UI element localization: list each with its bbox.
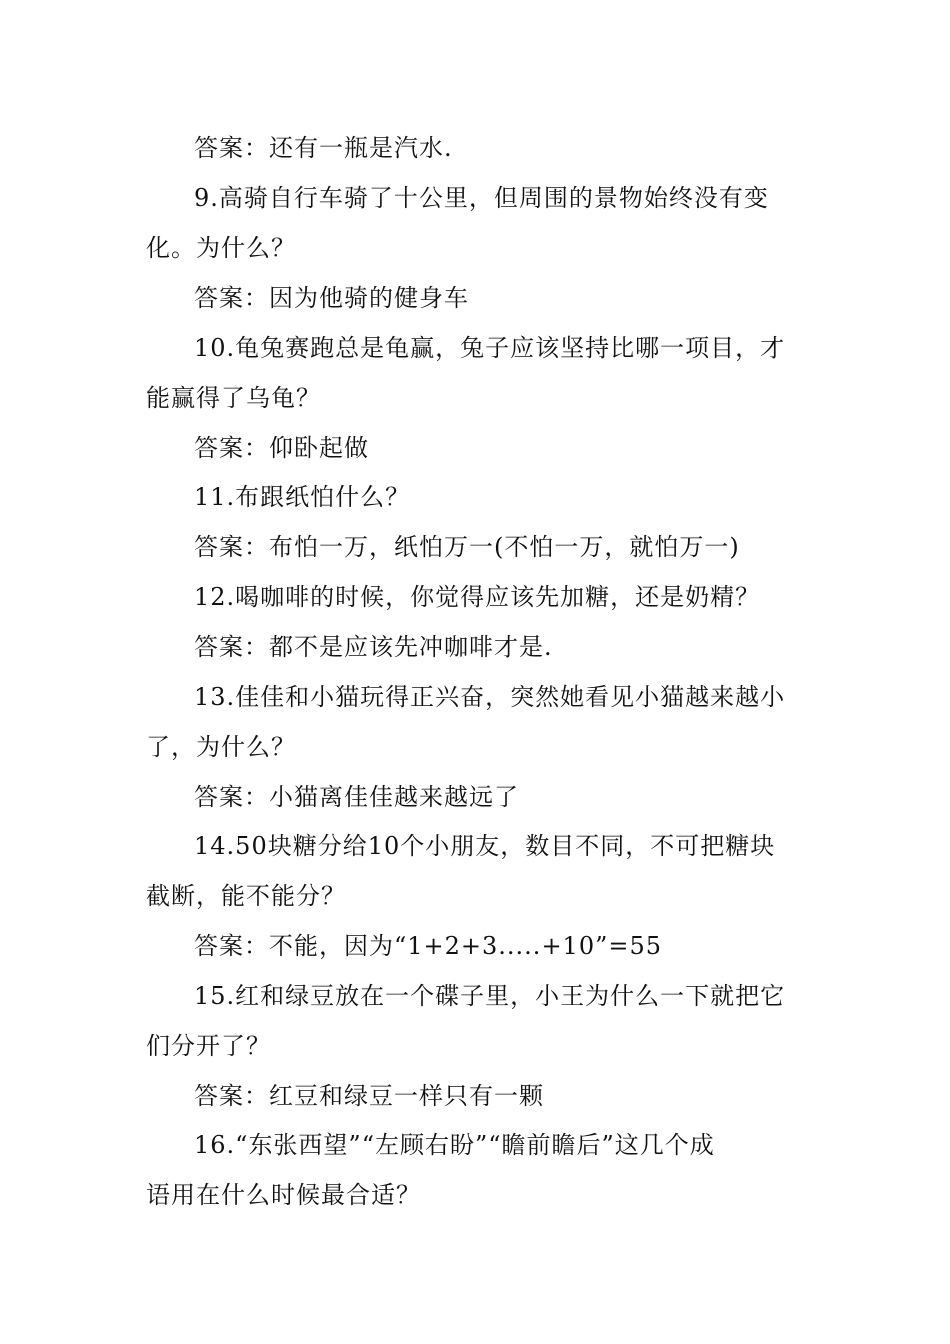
question-11: 11.布跟纸怕什么？ <box>194 483 411 511</box>
question-14-line-2: 截断，能不能分？ <box>146 882 346 910</box>
answer-15: 答案：红豆和绿豆一样只有一颗 <box>194 1082 544 1110</box>
question-15-line-2: 们分开了？ <box>146 1032 271 1060</box>
question-9-line-2: 化。为什么？ <box>146 234 296 262</box>
answer-12: 答案：都不是应该先冲咖啡才是. <box>194 633 553 661</box>
question-9-line-1: 9.高骑自行车骑了十公里，但周围的景物始终没有变 <box>194 184 769 212</box>
question-12: 12.喝咖啡的时候，你觉得应该先加糖，还是奶精？ <box>194 583 761 611</box>
question-13-line-1: 13.佳佳和小猫玩得正兴奋，突然她看见小猫越来越小 <box>194 683 786 711</box>
question-10-line-1: 10.龟兔赛跑总是龟赢，兔子应该坚持比哪一项目，才 <box>194 334 786 362</box>
question-16-line-2: 语用在什么时候最合适？ <box>146 1181 421 1209</box>
answer-8: 答案：还有一瓶是汽水. <box>194 134 453 162</box>
answer-13: 答案：小猫离佳佳越来越远了 <box>194 783 519 811</box>
answer-14: 答案：不能，因为“1+2+3.....+10”=55 <box>194 932 663 960</box>
question-13-line-2: 了，为什么？ <box>146 733 296 761</box>
answer-11: 答案：布怕一万，纸怕万一(不怕一万，就怕万一) <box>194 533 740 561</box>
question-14-line-1: 14.50块糖分给10个小朋友，数目不同，不可把糖块 <box>194 832 776 860</box>
question-16-line-1: 16.“东张西望”“左顾右盼”“瞻前瞻后”这几个成 <box>194 1131 715 1159</box>
answer-10: 答案：仰卧起做 <box>194 434 369 462</box>
answer-9: 答案：因为他骑的健身车 <box>194 284 469 312</box>
question-10-line-2: 能赢得了乌龟？ <box>146 384 321 412</box>
question-15-line-1: 15.红和绿豆放在一个碟子里，小王为什么一下就把它 <box>194 982 786 1010</box>
